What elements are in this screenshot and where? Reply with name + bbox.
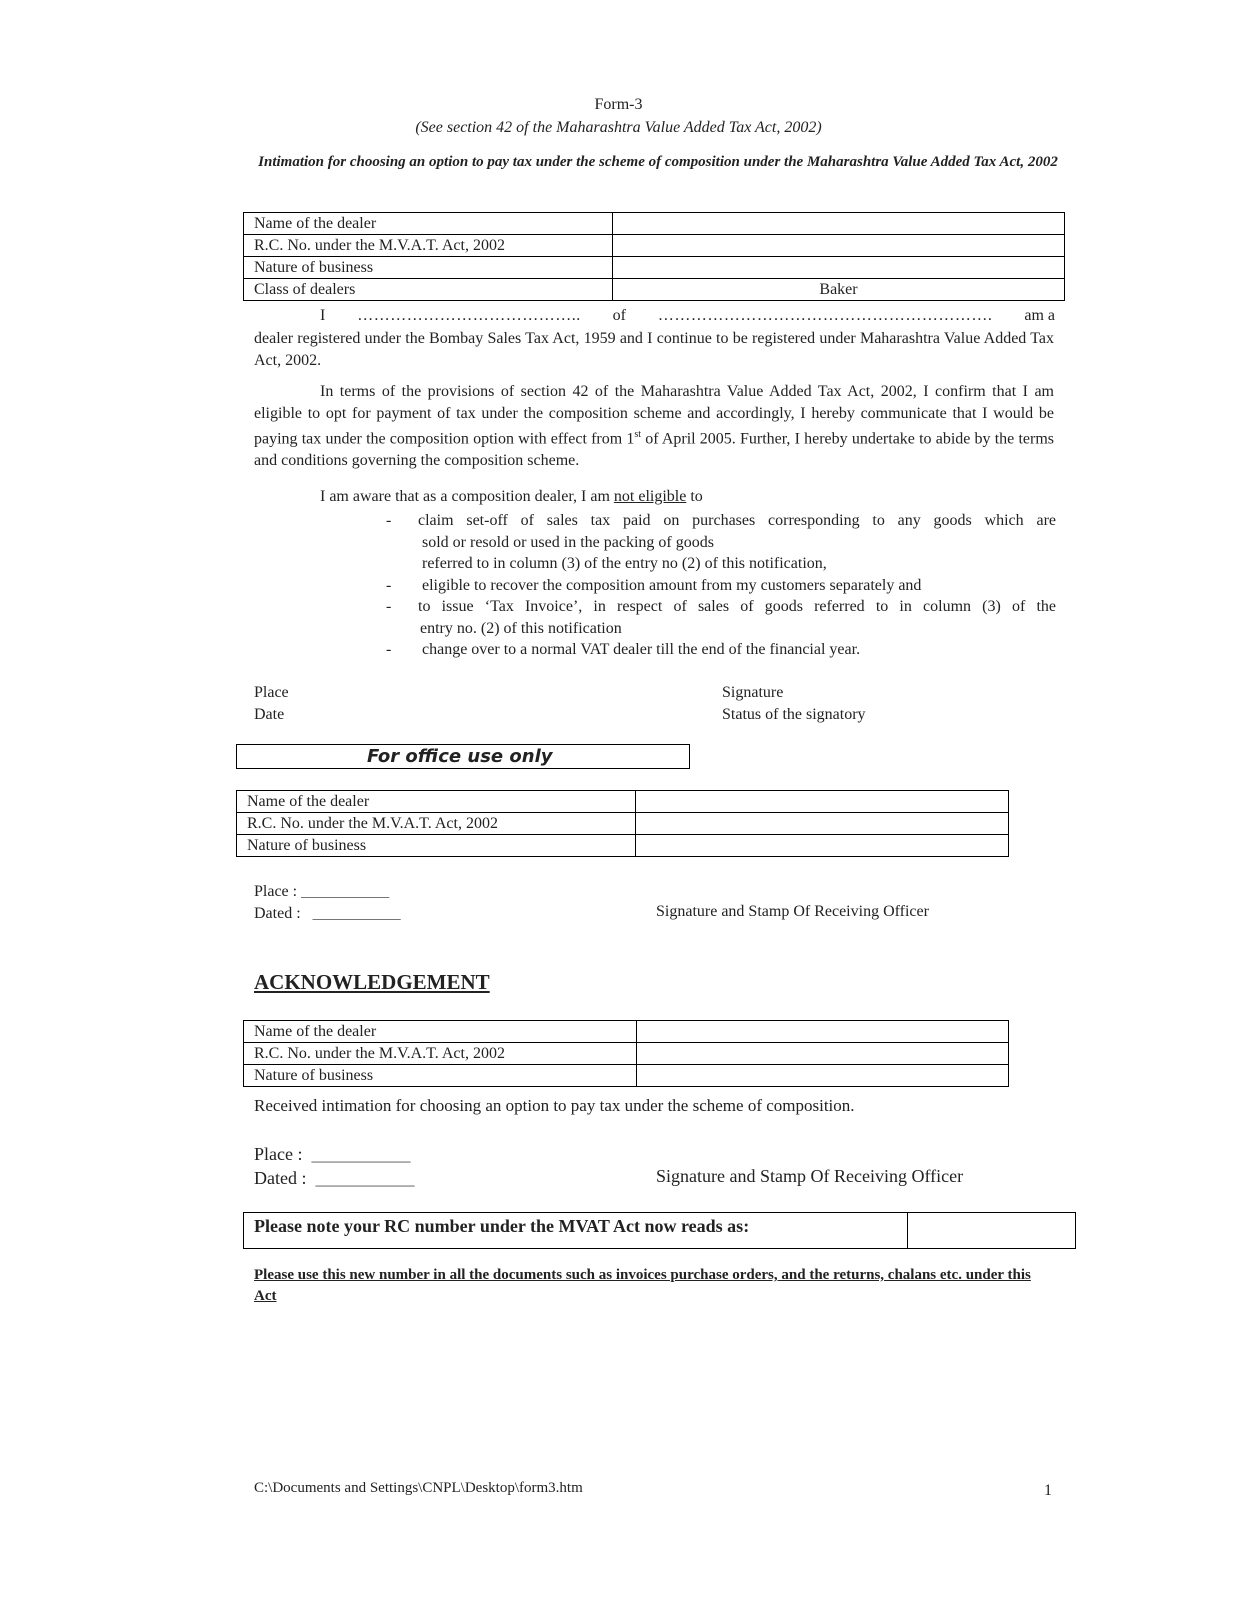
ack-officer-signature-label: Signature and Stamp Of Receiving Officer — [656, 1166, 964, 1186]
new-rc-number-field[interactable] — [907, 1213, 1076, 1248]
rc-number-label: R.C. No. under the M.V.A.T. Act, 2002 — [244, 1043, 637, 1065]
nature-of-business-field[interactable] — [636, 835, 1009, 857]
bullet-dash: - — [386, 641, 392, 658]
dealer-table — [243, 212, 1065, 301]
list-item — [386, 510, 1056, 575]
rc-number-field[interactable] — [636, 813, 1009, 835]
nature-of-business-field[interactable] — [637, 1065, 1009, 1087]
page-number: 1 — [1044, 1482, 1052, 1499]
ineligibility-list — [386, 510, 1056, 661]
dealer-name-label: Name of the dealer — [244, 213, 613, 235]
form-title: Form-3 — [594, 96, 643, 113]
rc-number-label: R.C. No. under the M.V.A.T. Act, 2002 — [237, 813, 636, 835]
bullet-text: referred to in column (3) of the entry no (2) of this notification, — [422, 555, 827, 572]
table-row — [237, 791, 1009, 813]
confirmation-paragraph — [254, 381, 1054, 471]
rc-notice-box — [243, 1212, 1076, 1249]
received-statement: Received intimation for choosing an option to pay tax under the scheme of composition. — [254, 1096, 855, 1115]
aware-text-b: to — [686, 488, 703, 505]
signatory-status-label: Status of the signatory — [722, 705, 866, 723]
class-of-dealers-label: Class of dealers — [244, 279, 613, 301]
office-use-table — [236, 790, 1009, 857]
i-word: I — [320, 307, 326, 324]
nature-of-business-label: Nature of business — [244, 257, 613, 279]
aware-text-a: I am aware that as a composition dealer, I am — [320, 488, 614, 505]
table-row — [237, 813, 1009, 835]
ack-place-date — [254, 1142, 414, 1190]
list-item — [386, 575, 1056, 597]
class-of-dealers-field[interactable]: Baker — [613, 279, 1065, 301]
confirmation-text-b: of April 2005. Further, I hereby undertake to abide by the terms and conditions governing the composition scheme. — [254, 430, 1054, 469]
bullet-text: entry no. (2) of this notification — [420, 619, 622, 637]
dealer-name-field[interactable] — [613, 213, 1065, 235]
officer-signature-label: Signature and Stamp Of Receiving Officer — [656, 903, 929, 920]
acknowledgement-table — [243, 1020, 1009, 1087]
place-label: Place : — [254, 1144, 303, 1164]
form-heading: Intimation for choosing an option to pay tax under the scheme of composition under the Maharashtra Value Added Tax Act, 2002 — [258, 154, 1058, 170]
bullet-dash: - — [386, 598, 392, 615]
rc-number-label: R.C. No. under the M.V.A.T. Act, 2002 — [244, 235, 613, 257]
rc-number-field[interactable] — [613, 235, 1065, 257]
signature-block — [722, 682, 866, 725]
ordinal-suffix: st — [634, 429, 642, 440]
dealer-name-field[interactable] — [637, 1021, 1009, 1043]
date-label: Date — [254, 705, 285, 723]
office-use-banner — [236, 744, 690, 769]
nature-of-business-label: Nature of business — [237, 835, 636, 857]
bullet-text: to issue ‘Tax Invoice’, in respect of sales of goods referred to in column (3) of the — [418, 598, 1056, 615]
form-subtitle: (See section 42 of the Maharashtra Value Added Tax Act, 2002) — [415, 119, 822, 136]
declaration-line — [320, 307, 1055, 325]
table-row — [244, 257, 1065, 279]
not-eligible-text: not eligible — [613, 488, 687, 505]
dealer-name-label: Name of the dealer — [237, 791, 636, 813]
table-row — [244, 1021, 1009, 1043]
office-place-date — [254, 881, 401, 924]
dated-blank[interactable]: ___________ — [312, 904, 401, 922]
table-row — [244, 235, 1065, 257]
rc-notice-text: Please note your RC number under the MVAT Act now reads as: — [254, 1216, 750, 1236]
table-row — [244, 279, 1065, 301]
dated-label: Dated : — [254, 904, 301, 922]
confirmation-text-a: In terms of the provisions of section 42 of the Maharashtra Value Added Tax Act, 2002, I confirm that I am eligible to opt for payment of tax under the composition scheme and accordingly, I hereby communicate that I would be paying tax under the composition option with effect from 1 — [254, 383, 1054, 448]
list-item — [386, 639, 1056, 661]
nature-of-business-label: Nature of business — [244, 1065, 637, 1087]
address-blank[interactable]: ……………………………………………………. — [657, 307, 993, 324]
am-a-word: am a — [1024, 307, 1055, 324]
bullet-text: sold or resold or used in the packing of goods — [422, 533, 714, 551]
bullet-dash: - — [386, 576, 392, 594]
place-label: Place : — [254, 883, 298, 900]
dealer-name-field[interactable] — [636, 791, 1009, 813]
usage-note: Please use this new number in all the documents such as invoices purchase orders, and the returns, chalans etc. under this Act — [254, 1267, 1031, 1304]
table-row — [244, 1043, 1009, 1065]
rc-number-field[interactable] — [637, 1043, 1009, 1065]
bullet-dash: - — [386, 512, 392, 529]
dated-label: Dated : — [254, 1168, 307, 1188]
bullet-text: change over to a normal VAT dealer till the end of the financial year. — [422, 641, 861, 658]
place-blank[interactable]: ___________ — [301, 883, 390, 900]
place-blank[interactable]: ___________ — [311, 1144, 411, 1164]
dealer-name-label: Name of the dealer — [244, 1021, 637, 1043]
bullet-text: eligible to recover the composition amount from my customers separately and — [422, 576, 922, 594]
bullet-text: claim set-off of sales tax paid on purchases corresponding to any goods which are — [418, 512, 1056, 529]
dated-blank[interactable]: ___________ — [315, 1168, 415, 1188]
footer-file-path: C:\Documents and Settings\CNPL\Desktop\form3.htm — [254, 1480, 583, 1496]
acknowledgement-title: ACKNOWLEDGEMENT — [254, 970, 490, 994]
declaration-paragraph: dealer registered under the Bombay Sales Tax Act, 1959 and I continue to be registered under Maharashtra Value Added Tax Act, 2002. — [254, 330, 1054, 369]
signature-label: Signature — [722, 684, 784, 701]
place-label: Place — [254, 684, 289, 701]
table-row — [237, 835, 1009, 857]
table-row — [244, 213, 1065, 235]
nature-of-business-field[interactable] — [613, 257, 1065, 279]
table-row — [244, 1065, 1009, 1087]
list-item — [386, 596, 1056, 639]
name-blank[interactable]: ………………………………….. — [357, 307, 581, 324]
awareness-statement — [320, 488, 703, 506]
of-word: of — [612, 307, 626, 324]
place-date-block — [254, 682, 289, 725]
office-use-title: For office use only — [367, 746, 553, 767]
